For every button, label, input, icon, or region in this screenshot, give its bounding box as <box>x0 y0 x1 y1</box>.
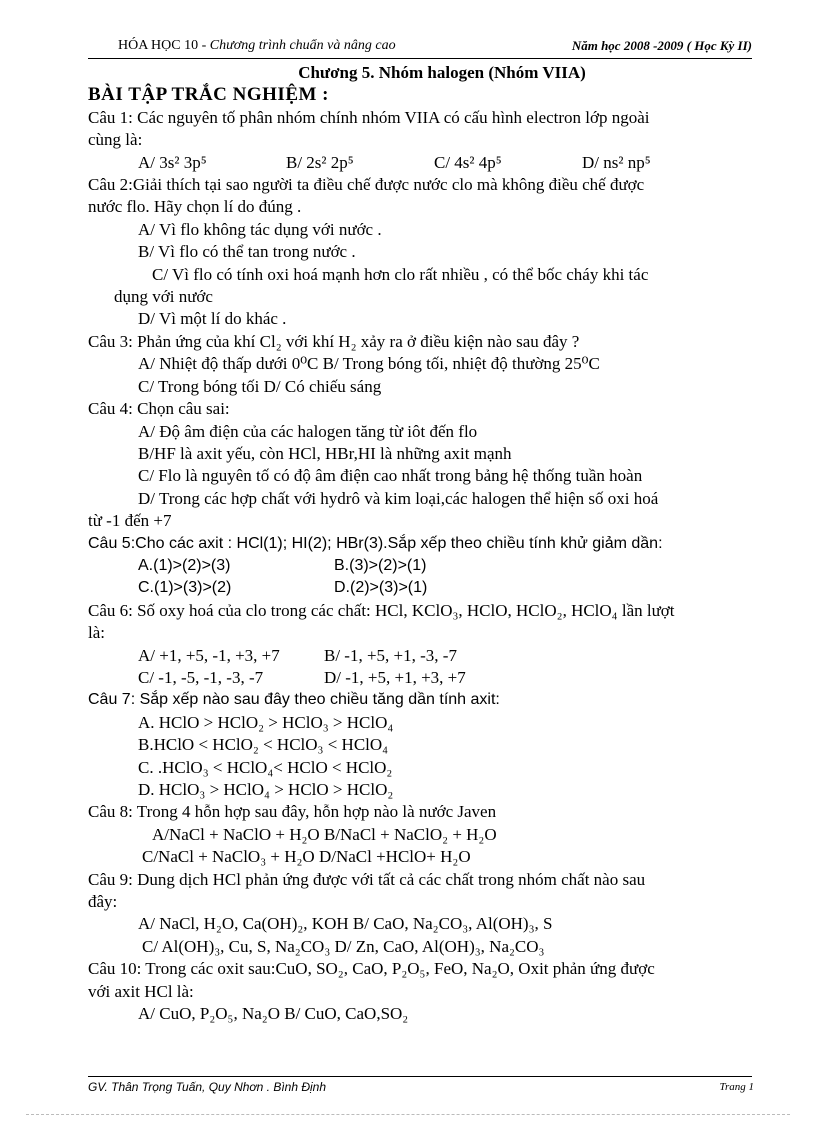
question-text: Câu 8: Trong 4 hỗn hợp sau đây, hỗn hợp nào là nước Javen <box>88 802 497 822</box>
answer-a: A/ Vì flo không tác dụng với nước . <box>138 219 382 239</box>
question-6 <box>88 600 756 690</box>
answer-cd: C/NaCl + NaClO₃ + H₂O D/NaCl +HClO+ H₂O <box>142 847 471 867</box>
answer-ab: A/ CuO, P₂O₅, Na₂O B/ CuO, CaO,SO₂ <box>138 1004 409 1024</box>
header-program: Chương trình chuẩn và nâng cao <box>209 38 396 53</box>
answer-a: A.(1)>(2)>(3) <box>138 556 231 574</box>
question-text-cont: đây: <box>88 892 118 912</box>
question-7 <box>88 689 756 801</box>
question-10 <box>88 958 756 1025</box>
question-text: Câu 3: Phản ứng của khí Cl₂ với khí H₂ xảy ra ở điều kiện nào sau đây ? <box>88 331 580 351</box>
answer-row <box>88 555 756 577</box>
answer-c: C/ Flo là nguyên tố có độ âm điện cao nhất trong bảng hệ thống tuần hoàn <box>138 466 643 486</box>
answer-a: A/ +1, +5, -1, +3, +7 <box>138 645 280 665</box>
answer-b: B.(3)>(2)>(1) <box>334 556 427 574</box>
answer-d: D.(2)>(3)>(1) <box>334 579 428 597</box>
document-body <box>88 62 756 1025</box>
answer-c: C/ 4s² 4p⁵ <box>434 152 502 172</box>
question-text: Câu 5:Cho các axit : HCl(1); HI(2); HBr(3).Sắp xếp theo chiều tính khử giảm dần: <box>88 534 663 552</box>
answer-row <box>88 645 756 667</box>
answer-b: B/ 2s² 2p⁵ <box>286 152 354 172</box>
question-4 <box>88 398 756 532</box>
header-left <box>118 38 396 54</box>
answer-c: C.(1)>(3)>(2) <box>138 579 232 597</box>
question-text: Câu 6: Số oxy hoá của clo trong các chất: HCl, KClO₃, HClO, HClO₂, HClO₄ lần lượt <box>88 600 675 620</box>
question-3 <box>88 331 756 398</box>
answer-c: C. .HClO₃ < HClO₄< HClO < HClO₂ <box>138 757 393 777</box>
answer-b: B/ Vì flo có thể tan trong nước . <box>138 242 356 262</box>
answer-d: D/ -1, +5, +1, +3, +7 <box>324 667 466 687</box>
answer-row <box>88 577 756 599</box>
answer-a: A. HClO > HClO₂ > HClO₃ > HClO₄ <box>138 712 394 732</box>
question-text: Câu 7: Sắp xếp nào sau đây theo chiều tăng dần tính axit: <box>88 691 500 709</box>
header-year: Năm học 2008 -2009 ( Học Kỳ II) <box>571 38 752 53</box>
answer-ab: A/NaCl + NaClO + H₂O B/NaCl + NaClO₂ + H₂O <box>152 824 497 844</box>
footer-page-number: Trang 1 <box>719 1081 754 1093</box>
answer-c: C/ Vì flo có tính oxi hoá mạnh hơn clo rất nhiều , có thể bốc cháy khi tác <box>152 264 649 284</box>
page-header <box>88 36 752 59</box>
question-2 <box>88 174 756 331</box>
question-text: Câu 2:Giải thích tại sao người ta điều chế được nước clo mà không điều chế được <box>88 175 645 195</box>
question-text-cont: nước flo. Hãy chọn lí do đúng . <box>88 197 302 217</box>
answer-a: A/ Độ âm điện của các halogen tăng từ iôt đến flo <box>138 421 478 441</box>
question-5 <box>88 533 756 600</box>
question-1 <box>88 107 756 174</box>
answer-d: D. HClO₃ > HClO₄ > HClO > HClO₂ <box>138 780 394 799</box>
page-edge-divider <box>26 1114 790 1115</box>
chapter-title: Chương 5. Nhóm halogen (Nhóm VIIA) <box>298 63 586 82</box>
answer-cd: C/ Trong bóng tối D/ Có chiếu sáng <box>138 376 382 396</box>
question-text: Câu 10: Trong các oxit sau:CuO, SO₂, CaO, P₂O₅, FeO, Na₂O, Oxit phản ứng được <box>88 959 655 979</box>
question-text: Câu 1: Các nguyên tố phân nhóm chính nhóm VIIA có cấu hình electron lớp ngoài <box>88 107 650 127</box>
answer-a: A/ 3s² 3p⁵ <box>138 152 207 172</box>
answer-b: B/ -1, +5, +1, -3, -7 <box>324 645 457 665</box>
answer-d: D/ Vì một lí do khác . <box>138 309 287 329</box>
answer-row <box>88 152 756 174</box>
answer-b: B/HF là axit yếu, còn HCl, HBr,HI là những axit mạnh <box>138 443 512 463</box>
answer-d: D/ Trong các hợp chất với hydrô và kim loại,các halogen thể hiện số oxi hoá <box>138 488 659 508</box>
page-footer <box>88 1076 754 1094</box>
answer-cd: C/ Al(OH)₃, Cu, S, Na₂CO₃ D/ Zn, CaO, Al(OH)₃, Na₂CO₃ <box>142 936 545 956</box>
question-text: Câu 9: Dung dịch HCl phản ứng được với tất cả các chất trong nhóm chất nào sau <box>88 869 646 889</box>
answer-c-cont: dụng với nước <box>114 287 213 307</box>
answer-ab: A/ Nhiệt độ thấp dưới 0⁰C B/ Trong bóng tối, nhiệt độ thường 25⁰C <box>138 354 600 374</box>
question-text-cont: là: <box>88 623 105 643</box>
question-text-cont: với axit HCl là: <box>88 981 194 1001</box>
answer-c: C/ -1, -5, -1, -3, -7 <box>138 667 264 687</box>
answer-b: B.HClO < HClO₂ < HClO₃ < HClO₄ <box>138 735 389 755</box>
answer-d-cont: từ -1 đến +7 <box>88 511 172 531</box>
header-separator: - <box>198 38 210 53</box>
answer-ab: A/ NaCl, H₂O, Ca(OH)₂, KOH B/ CaO, Na₂CO₃, Al(OH)₃, S <box>138 914 553 934</box>
answer-d: D/ ns² np⁵ <box>582 152 651 172</box>
footer-author: GV. Thân Trọng Tuấn, Quy Nhơn . Bình Định <box>88 1080 327 1094</box>
question-9 <box>88 869 756 959</box>
question-text: Câu 4: Chọn câu sai: <box>88 399 230 419</box>
section-title: BÀI TẬP TRẮC NGHIỆM : <box>88 84 329 106</box>
header-subject: HÓA HỌC 10 <box>118 38 199 53</box>
question-text-cont: cùng là: <box>88 130 143 150</box>
answer-row <box>88 667 756 689</box>
question-8 <box>88 801 756 868</box>
